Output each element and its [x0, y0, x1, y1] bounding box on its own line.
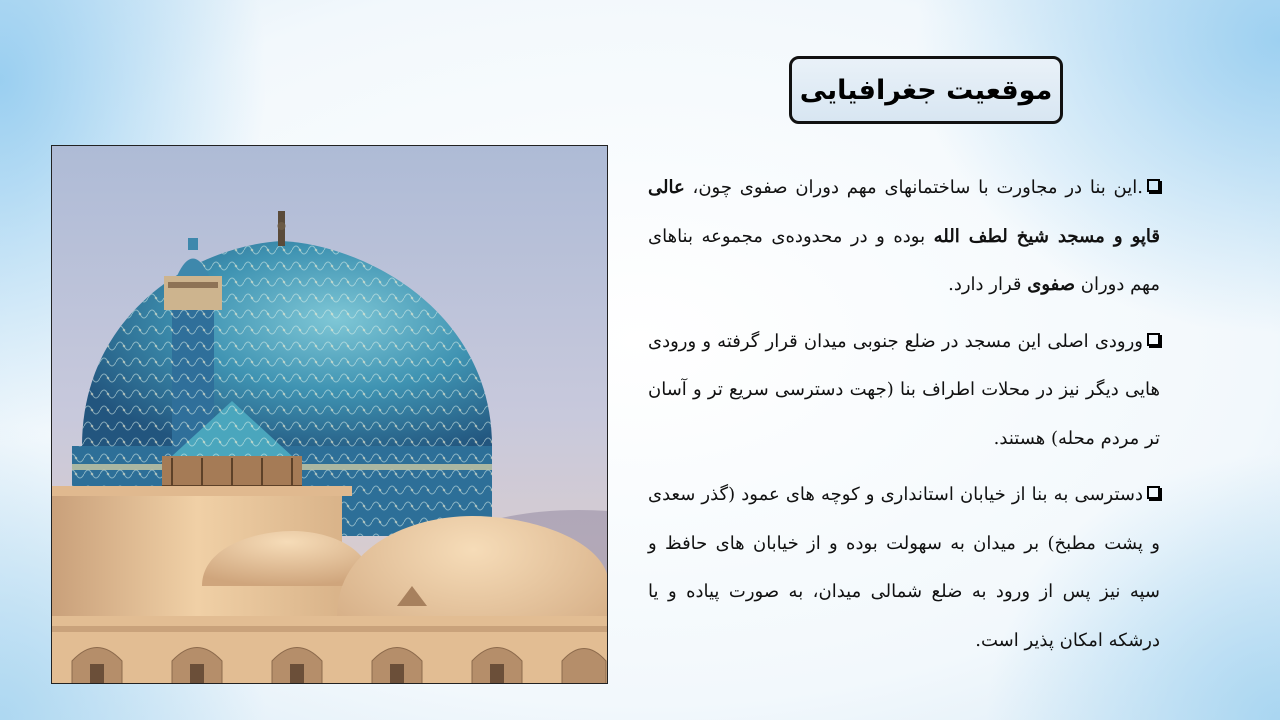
paragraph-1-part-5: قرار دارد. [948, 274, 1028, 295]
checkbox-bullet-icon [1147, 333, 1160, 346]
paragraph-1 [648, 164, 1160, 310]
paragraph-3 [648, 471, 1160, 665]
photo-illustration [52, 146, 608, 684]
title-box [789, 56, 1063, 124]
paragraph-1-part-1: .این بنا در مجاورت با ساختمانهای مهم دوران صفوی چون، [684, 177, 1143, 198]
paragraph-3-text: دسترسی به بنا از خیابان استانداری و کوچه های عمود (گذر سعدی و پشت مطبخ) بر میدان به سهولت بوده و از خیابان های حافظ و سپه نیز پس از ورود به ضلع شمالی میدان، به صورت پیاده و یا درشکه امکان پذیر است. [648, 484, 1160, 651]
paragraph-1-bold-2: صفوی [1027, 274, 1076, 295]
mosque-dome-photo [51, 145, 608, 684]
paragraph-1-part-3: بوده و در محدوده‌ی مجموعه بناهای مهم دوران [648, 225, 1160, 295]
paragraph-2-text: ورودی اصلی این مسجد در ضلع جنوبی میدان قرار گرفته و ورودی هایی دیگر نیز در محلات اطراف بنا (جهت دسترسی سریع تر و آسان تر مردم محله) هستند. [648, 330, 1160, 449]
slide-title: موقعیت جغرافیایی [799, 74, 1053, 106]
content-text [648, 164, 1160, 673]
paragraph-2 [648, 318, 1160, 464]
checkbox-bullet-icon [1147, 179, 1160, 192]
checkbox-bullet-icon [1147, 486, 1160, 499]
paragraph-1-bold-1: عالی قاپو و مسجد شیخ لطف الله [648, 177, 1160, 247]
